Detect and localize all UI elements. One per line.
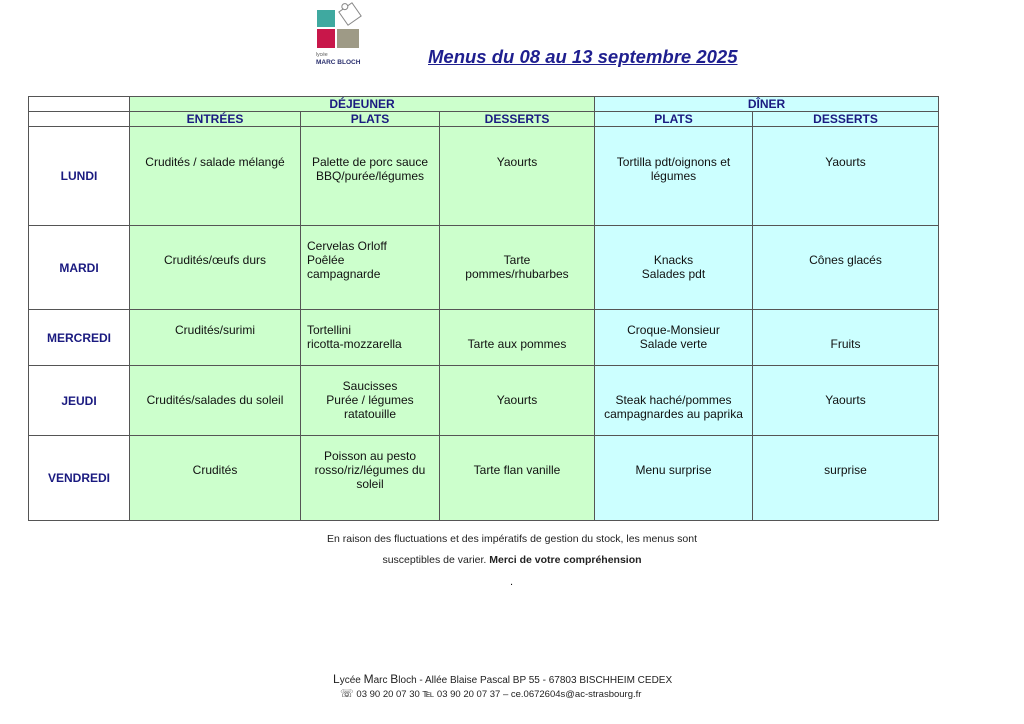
dessert-cell: Tarte pommes/rhubarbes (440, 226, 595, 310)
diner-dessert-cell: Yaourts (753, 366, 939, 436)
entree-cell: Crudités/surimi (130, 310, 301, 366)
group-header-row (29, 97, 939, 112)
plat-cell: Saucisses Purée / légumes ratatouille (301, 366, 440, 436)
lunch-group-header: DÉJEUNER (130, 97, 595, 112)
col-desserts-lunch: DESSERTS (440, 112, 595, 127)
col-plats-dinner: PLATS (595, 112, 753, 127)
logo-line1: lycée (316, 52, 328, 58)
column-header-row (29, 112, 939, 127)
day-label: LUNDI (29, 127, 130, 226)
school-name-loch: loch (398, 675, 417, 686)
dessert-cell: Yaourts (440, 366, 595, 436)
notice-line2 (0, 554, 1024, 566)
entree-cell: Crudités / salade mélangé (130, 127, 301, 226)
dessert-cell: Yaourts (440, 127, 595, 226)
diner-plat-cell: Steak haché/pommes campagnardes au paprika (595, 366, 753, 436)
diner-dessert-cell: Fruits (753, 310, 939, 366)
diner-dessert-cell: surprise (753, 436, 939, 521)
notice-thanks: Merci de votre compréhension (489, 554, 642, 566)
school-name-b: B (390, 672, 399, 686)
puzzle-logo-icon (314, 2, 376, 54)
table-row (29, 366, 939, 436)
address-text: - Allée Blaise Pascal BP 55 - 67803 BISCHHEIM CEDEX (416, 675, 673, 686)
logo-caption (316, 52, 376, 66)
diner-dessert-cell: Yaourts (753, 127, 939, 226)
notice-line1: En raison des fluctuations et des impératifs de gestion du stock, les menus sont (326, 533, 698, 545)
footer-address (333, 672, 672, 686)
diner-plat-cell: Croque-Monsieur Salade verte (595, 310, 753, 366)
day-label: VENDREDI (29, 436, 130, 521)
plat-cell: Cervelas Orloff Poêlée campagnarde (301, 226, 440, 310)
plat-cell: Poisson au pesto rosso/riz/légumes du soleil (301, 436, 440, 521)
footer-contact (340, 687, 641, 700)
day-label: JEUDI (29, 366, 130, 436)
page-title: Menus du 08 au 13 septembre 2025 (428, 46, 738, 67)
school-name-l: L (333, 672, 340, 686)
entree-cell: Crudités/salades du soleil (130, 366, 301, 436)
corner-cell (29, 97, 130, 112)
dessert-cell: Tarte aux pommes (440, 310, 595, 366)
table-row (29, 127, 939, 226)
notice-line2-text: susceptibles de varier. (382, 554, 487, 566)
day-label: MARDI (29, 226, 130, 310)
col-desserts-dinner: DESSERTS (753, 112, 939, 127)
col-plats-lunch: PLATS (301, 112, 440, 127)
entree-cell: Crudités (130, 436, 301, 521)
school-name-ycee: ycée (339, 675, 364, 686)
entree-cell: Crudités/œufs durs (130, 226, 301, 310)
diner-plat-cell: Knacks Salades pdt (595, 226, 753, 310)
fax-icon: ℡ (422, 688, 435, 700)
plat-cell: Tortellini ricotta-mozzarella (301, 310, 440, 366)
plat-cell: Palette de porc sauce BBQ/purée/légumes (301, 127, 440, 226)
dessert-cell: Tarte flan vanille (440, 436, 595, 521)
school-name-m: M (363, 672, 374, 686)
table-row (29, 226, 939, 310)
phone-number: 03 90 20 07 30 (356, 689, 420, 700)
fax-and-email: 03 90 20 07 37 – ce.0672604s@ac-strasbourg.fr (436, 689, 642, 700)
table-row (29, 310, 939, 366)
day-label: MERCREDI (29, 310, 130, 366)
corner-cell-2 (29, 112, 130, 127)
phone-icon: ☏ (340, 688, 354, 700)
col-entrees: ENTRÉES (130, 112, 301, 127)
school-name-arc: arc (373, 675, 391, 686)
diner-plat-cell: Menu surprise (595, 436, 753, 521)
dinner-group-header: DÎNER (595, 97, 939, 112)
diner-dessert-cell: Cônes glacés (753, 226, 939, 310)
logo-line2: MARC BLOCH (316, 59, 361, 66)
menu-table (28, 96, 939, 521)
diner-plat-cell: Tortilla pdt/oignons et légumes (595, 127, 753, 226)
table-row (29, 436, 939, 521)
notice-dot: . (510, 576, 514, 588)
